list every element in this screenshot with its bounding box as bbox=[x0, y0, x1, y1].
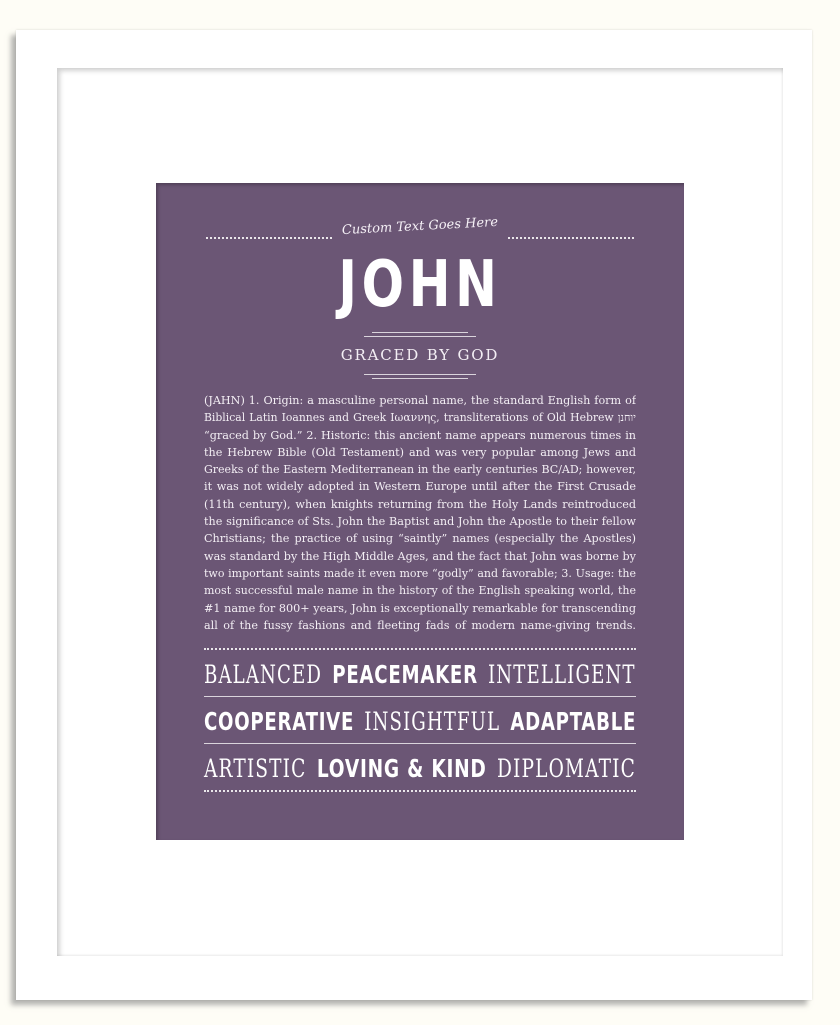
dotted-rule-left bbox=[206, 237, 332, 239]
trait-word: BALANCED bbox=[204, 659, 323, 689]
definition-line: Greeks of the Eastern Mediterranean in the early centuries BC/AD; however, bbox=[204, 463, 636, 477]
trait-word: INTELLIGENT bbox=[488, 659, 636, 689]
custom-text: Custom Text Goes Here bbox=[341, 214, 499, 239]
definition-line: “graced by God.” 2. Historic: this ancient name appears numerous times in bbox=[204, 428, 636, 442]
trait-row bbox=[204, 703, 636, 739]
definition-line: it was not widely adopted in Western Europe until after the First Crusade bbox=[204, 480, 636, 494]
rule-below-meaning-1 bbox=[364, 374, 476, 375]
trait-divider bbox=[204, 743, 636, 744]
name-meaning: GRACED BY GOD bbox=[340, 346, 500, 364]
trait-word: LOVING & KIND bbox=[316, 753, 487, 783]
definition-line: Christians; the practice of using “saintly” names (especially the Apostles) bbox=[204, 532, 636, 546]
dotted-rule-traits-top bbox=[204, 648, 636, 650]
trait-word: ADAPTABLE bbox=[510, 706, 637, 736]
definition-line: (JAHN) 1. Origin: a masculine personal name, the standard English form of bbox=[204, 394, 636, 407]
dotted-rule-right bbox=[508, 237, 634, 239]
trait-word: ARTISTIC bbox=[204, 753, 307, 783]
name-title: JOHN bbox=[338, 248, 502, 322]
trait-row bbox=[204, 750, 636, 786]
trait-word: INSIGHTFUL bbox=[364, 706, 501, 736]
definition-line: (11th century), when knights returning from the Holy Lands reintroduced bbox=[204, 497, 636, 511]
definition-line: all of the fussy fashions and fleeting fads of modern name-giving trends. bbox=[204, 618, 636, 632]
trait-word: DIPLOMATIC bbox=[497, 753, 636, 783]
rule-above-meaning-2 bbox=[364, 336, 476, 337]
definition-line: the significance of Sts. John the Baptist and John the Apostle to their fellow bbox=[204, 515, 636, 529]
rule-above-meaning-1 bbox=[372, 332, 468, 333]
definition-line: two important saints made it even more “godly” and favorable; 3. Usage: the bbox=[204, 566, 636, 580]
name-print bbox=[156, 183, 684, 840]
trait-row bbox=[204, 656, 636, 692]
definition-line: most successful male name in the history of the English speaking world, the bbox=[204, 584, 636, 598]
definition-line: the Hebrew Bible (Old Testament) and was very popular among Jews and bbox=[204, 445, 636, 459]
definition-line: #1 name for 800+ years, John is exceptionally remarkable for transcending bbox=[204, 601, 636, 615]
rule-below-meaning-2 bbox=[372, 378, 468, 379]
dotted-rule-traits-bottom bbox=[204, 790, 636, 792]
definition-line: Biblical Latin Ioannes and Greek Ιωαννης, transliterations of Old Hebrew יוחנן bbox=[204, 411, 636, 425]
name-definition bbox=[204, 392, 636, 634]
trait-word: COOPERATIVE bbox=[204, 706, 355, 736]
trait-word: PEACEMAKER bbox=[332, 659, 478, 689]
definition-line: was standard by the High Middle Ages, and the fact that John was borne by bbox=[204, 549, 636, 563]
trait-divider bbox=[204, 696, 636, 697]
